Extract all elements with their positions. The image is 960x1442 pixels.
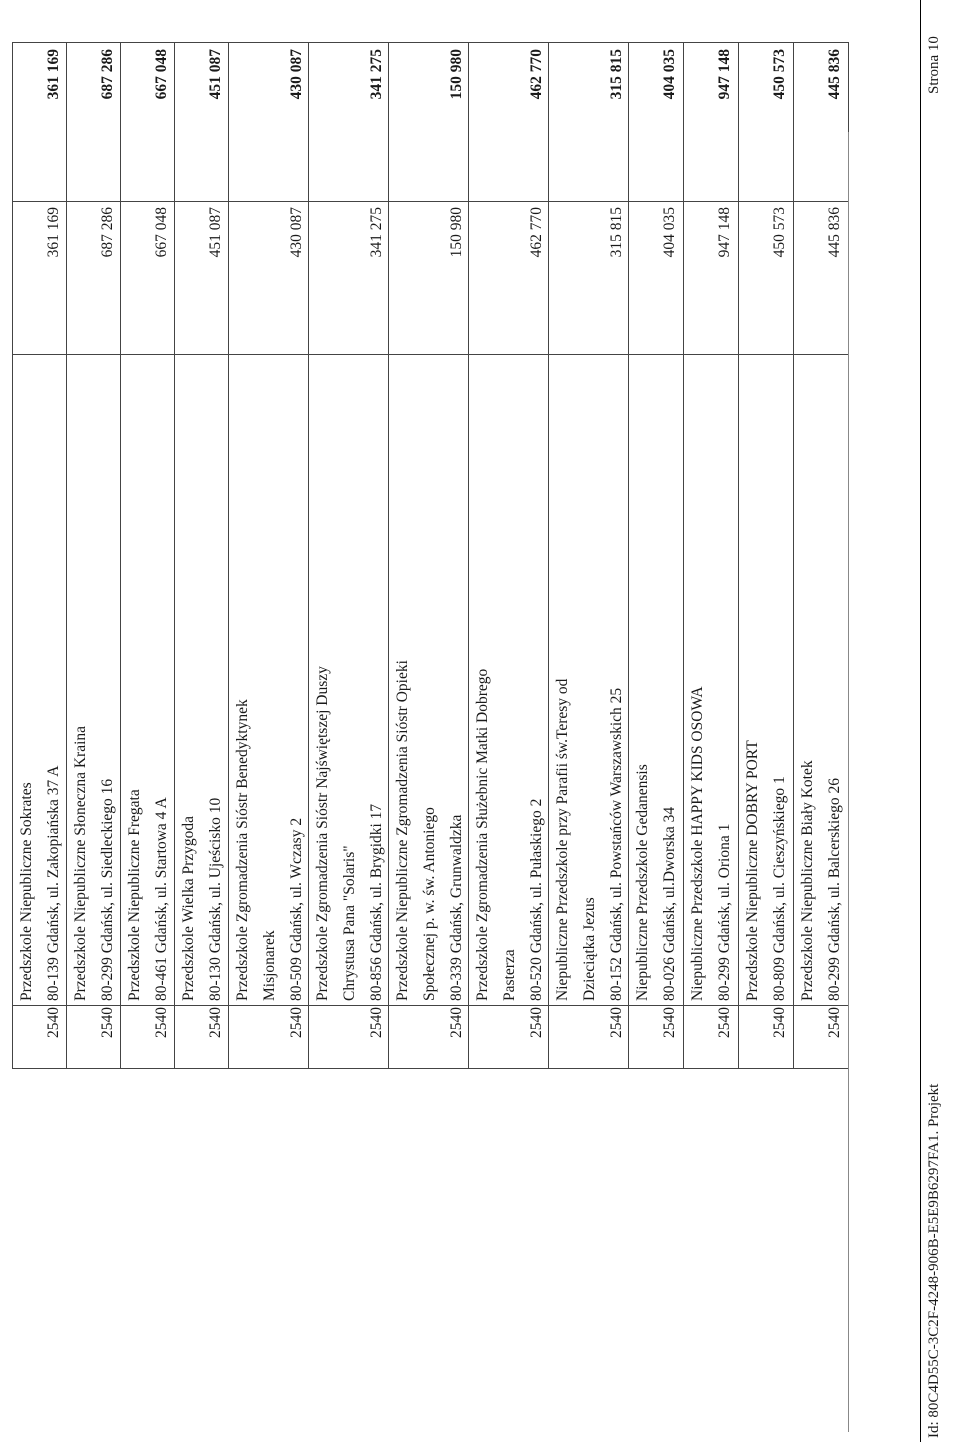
row-amount: 150 980 — [448, 207, 465, 258]
row-total: 667 048 — [153, 49, 170, 100]
row-code: 2540 — [771, 1007, 788, 1038]
row-name-line: Społecznej p. w. św. Antoniego — [421, 807, 438, 1001]
row-separator — [308, 42, 309, 1069]
row-total: 150 980 — [448, 49, 465, 100]
row-code: 2540 — [528, 1007, 545, 1038]
row-separator — [683, 42, 684, 1069]
row-code: 2540 — [608, 1007, 625, 1038]
row-code: 2540 — [45, 1007, 62, 1038]
row-name-line: 80-299 Gdańsk, ul. Siedleckiego 16 — [99, 778, 116, 1001]
document-id: Id: 80C4D55C-3C2F-4248-906B-E5E9B6297FA1. Projekt — [926, 1083, 942, 1438]
row-amount: 430 087 — [288, 207, 305, 258]
row-name-line: Przedszkole Wielka Przygoda — [180, 815, 197, 1001]
row-name-line: Misjonarek — [261, 930, 278, 1001]
row-name-line: Chrystusa Pana "Solaris" — [341, 845, 358, 1001]
row-name-line: 80-139 Gdańsk, ul. Zakopiańska 37 A — [45, 765, 62, 1001]
row-name-line: Niepubliczne Przedszkole przy Parafii św.Teresy od — [554, 678, 571, 1001]
row-code: 2540 — [661, 1007, 678, 1038]
row-name-line: 80-299 Gdańsk, ul. Balcerskiego 26 — [826, 778, 843, 1001]
row-name-line: Przedszkole Zgromadzenia Sióstr Benedyktynek — [234, 699, 251, 1001]
row-total: 361 169 — [45, 49, 62, 100]
row-separator — [793, 42, 794, 1069]
row-code: 2540 — [153, 1007, 170, 1038]
footer-rule — [920, 0, 921, 1442]
row-name-line: Przedszkole Niepubliczne Biały Kotek — [799, 760, 816, 1001]
row-code: 2540 — [826, 1007, 843, 1038]
row-amount: 687 286 — [99, 207, 116, 258]
row-name-line: 80-809 Gdańsk, ul. Cieszyńskiego 1 — [771, 776, 788, 1001]
row-amount: 462 770 — [528, 207, 545, 258]
row-code: 2540 — [288, 1007, 305, 1038]
row-total: 404 035 — [661, 49, 678, 100]
row-name-line: Dzieciątka Jezus — [581, 897, 598, 1001]
row-code: 2540 — [368, 1007, 385, 1038]
row-name-line: 80-856 Gdańsk, ul. Brygidki 17 — [368, 803, 385, 1001]
table-right-border — [12, 42, 849, 43]
row-name-line: Przedszkole Zgromadzenia Sióstr Najświętszej Duszy — [314, 666, 331, 1001]
row-code: 2540 — [448, 1007, 465, 1038]
row-name-line: Pasterza — [501, 949, 518, 1001]
row-total: 341 275 — [368, 49, 385, 100]
row-separator — [738, 42, 739, 1069]
column-divider-amount — [12, 201, 849, 202]
row-amount: 667 048 — [153, 207, 170, 258]
row-name-line: Przedszkole Niepubliczne Fregata — [126, 789, 143, 1001]
row-amount: 450 573 — [771, 207, 788, 258]
row-total: 947 148 — [716, 49, 733, 100]
row-name-line: 80-509 Gdańsk, ul. Wczasy 2 — [288, 817, 305, 1001]
row-name-line: 80-520 Gdańsk, ul. Pułaskiego 2 — [528, 798, 545, 1001]
column-divider-code — [12, 1005, 849, 1006]
row-name-line: 80-152 Gdańsk, ul. Powstańców Warszawskich 25 — [608, 687, 625, 1001]
row-name-line: Przedszkole Niepubliczne Zgromadzenia Sióstr Opieki — [394, 660, 411, 1001]
row-name-line: Niepubliczne Przedszkole HAPPY KIDS OSOWA — [689, 686, 706, 1001]
row-name-line: Przedszkole Niepubliczne Sokrates — [18, 782, 35, 1001]
row-separator — [66, 42, 67, 1069]
row-amount: 947 148 — [716, 207, 733, 258]
row-total: 462 770 — [528, 49, 545, 100]
row-amount: 445 836 — [826, 207, 843, 258]
row-name-line: 80-026 Gdańsk, ul.Dworska 34 — [661, 806, 678, 1001]
row-total: 450 573 — [771, 49, 788, 100]
page-number: Strona 10 — [926, 36, 942, 94]
row-amount: 361 169 — [45, 207, 62, 258]
row-separator — [120, 42, 121, 1069]
row-code: 2540 — [716, 1007, 733, 1038]
row-amount: 404 035 — [661, 207, 678, 258]
row-separator — [228, 42, 229, 1069]
row-code: 2540 — [99, 1007, 116, 1038]
row-separator — [548, 42, 549, 1069]
row-total: 315 815 — [608, 49, 625, 100]
row-code: 2540 — [207, 1007, 224, 1038]
row-total: 430 087 — [288, 49, 305, 100]
row-name-line: Przedszkole Zgromadzenia Służebnic Matki Dobrego — [474, 668, 491, 1001]
row-total: 451 087 — [207, 49, 224, 100]
row-name-line: Przedszkole Niepubliczne DOBRY PORT — [744, 740, 761, 1001]
row-name-line: Niepubliczne Przedszkole Gedanensis — [634, 764, 651, 1001]
row-total: 445 836 — [826, 49, 843, 100]
row-name-line: 80-299 Gdańsk, ul. Oriona 1 — [716, 823, 733, 1001]
row-amount: 341 275 — [368, 207, 385, 258]
row-separator — [628, 42, 629, 1069]
row-name-line: 80-339 Gdańsk, Grunwaldzka — [448, 814, 465, 1001]
row-separator — [468, 42, 469, 1069]
row-amount: 315 815 — [608, 207, 625, 258]
row-separator — [174, 42, 175, 1069]
signature-line-lower — [848, 132, 849, 1432]
row-total: 687 286 — [99, 49, 116, 100]
row-name-line: 80-461 Gdańsk, ul. Startowa 4 A — [153, 797, 170, 1001]
row-name-line: Przedszkole Niepubliczne Słoneczna Kraina — [72, 725, 89, 1001]
row-name-line: 80-130 Gdańsk, ul. Ujeścisko 10 — [207, 797, 224, 1001]
row-amount: 451 087 — [207, 207, 224, 258]
row-separator — [388, 42, 389, 1069]
